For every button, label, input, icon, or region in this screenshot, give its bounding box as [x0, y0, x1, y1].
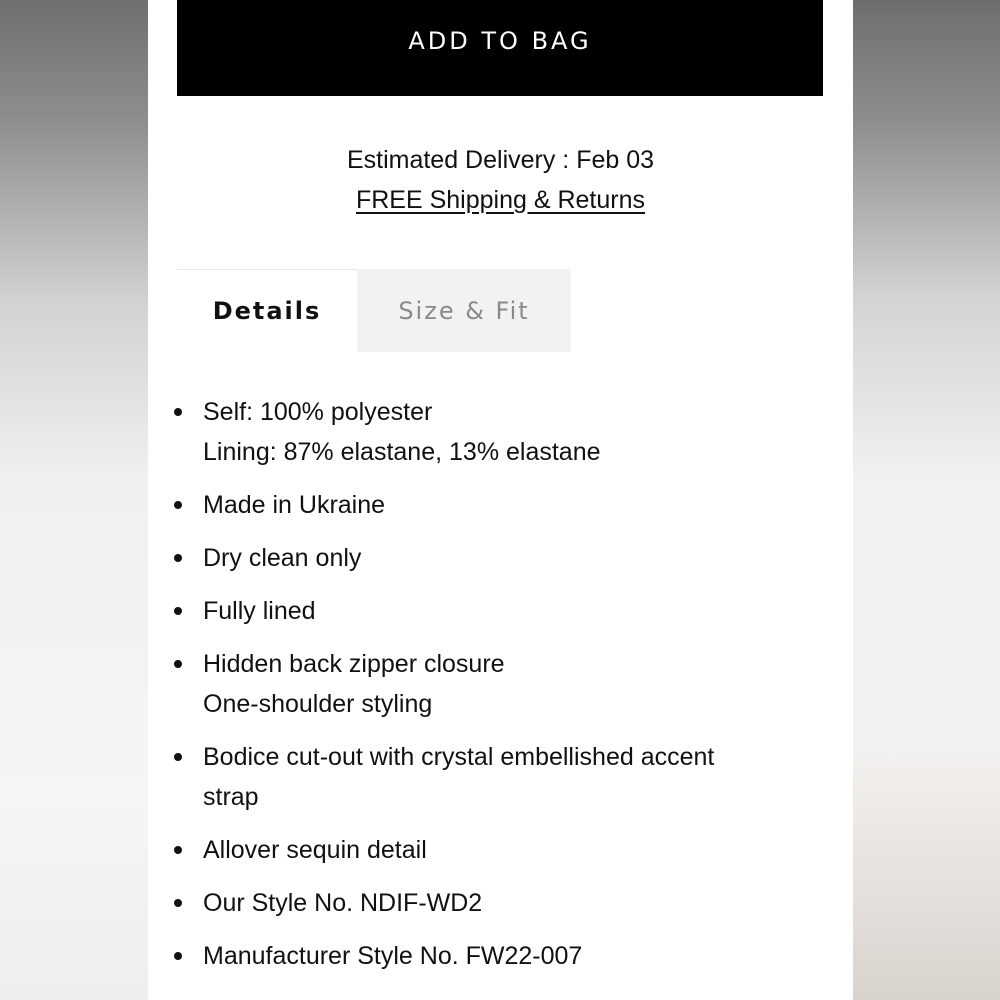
estimated-delivery: Estimated Delivery : Feb 03: [346, 146, 655, 174]
bullet-icon: [174, 952, 182, 960]
list-item: Self: 100% polyester Lining: 87% elastane, 13% elastane: [174, 392, 814, 472]
tab-details[interactable]: Details: [177, 269, 357, 352]
background-right: [853, 0, 1000, 1000]
bullet-icon: [174, 607, 182, 615]
product-tabs: [177, 269, 571, 352]
bullet-icon: [174, 501, 182, 509]
list-item: Allover sequin detail: [174, 830, 814, 870]
product-panel: [148, 0, 853, 1000]
bullet-icon: [174, 660, 182, 668]
list-item: Made in Ukraine: [174, 485, 814, 525]
list-item: Hidden back zipper closure One-shoulder styling: [174, 644, 814, 724]
list-item: Bodice cut-out with crystal embellished accent strap: [174, 737, 814, 817]
bullet-icon: [174, 408, 182, 416]
bullet-icon: [174, 846, 182, 854]
details-list: [174, 392, 814, 989]
background-left: [0, 0, 148, 1000]
bullet-icon: [174, 899, 182, 907]
free-shipping-returns-link[interactable]: FREE Shipping & Returns: [355, 186, 646, 214]
bullet-icon: [174, 753, 182, 761]
list-item: Dry clean only: [174, 538, 814, 578]
tab-size-fit[interactable]: Size & Fit: [357, 269, 571, 352]
list-item: Manufacturer Style No. FW22-007: [174, 936, 814, 976]
add-to-bag-button[interactable]: ADD TO BAG: [177, 0, 823, 96]
list-item: Our Style No. NDIF-WD2: [174, 883, 814, 923]
bullet-icon: [174, 554, 182, 562]
list-item: Fully lined: [174, 591, 814, 631]
shipping-info: [148, 186, 853, 215]
